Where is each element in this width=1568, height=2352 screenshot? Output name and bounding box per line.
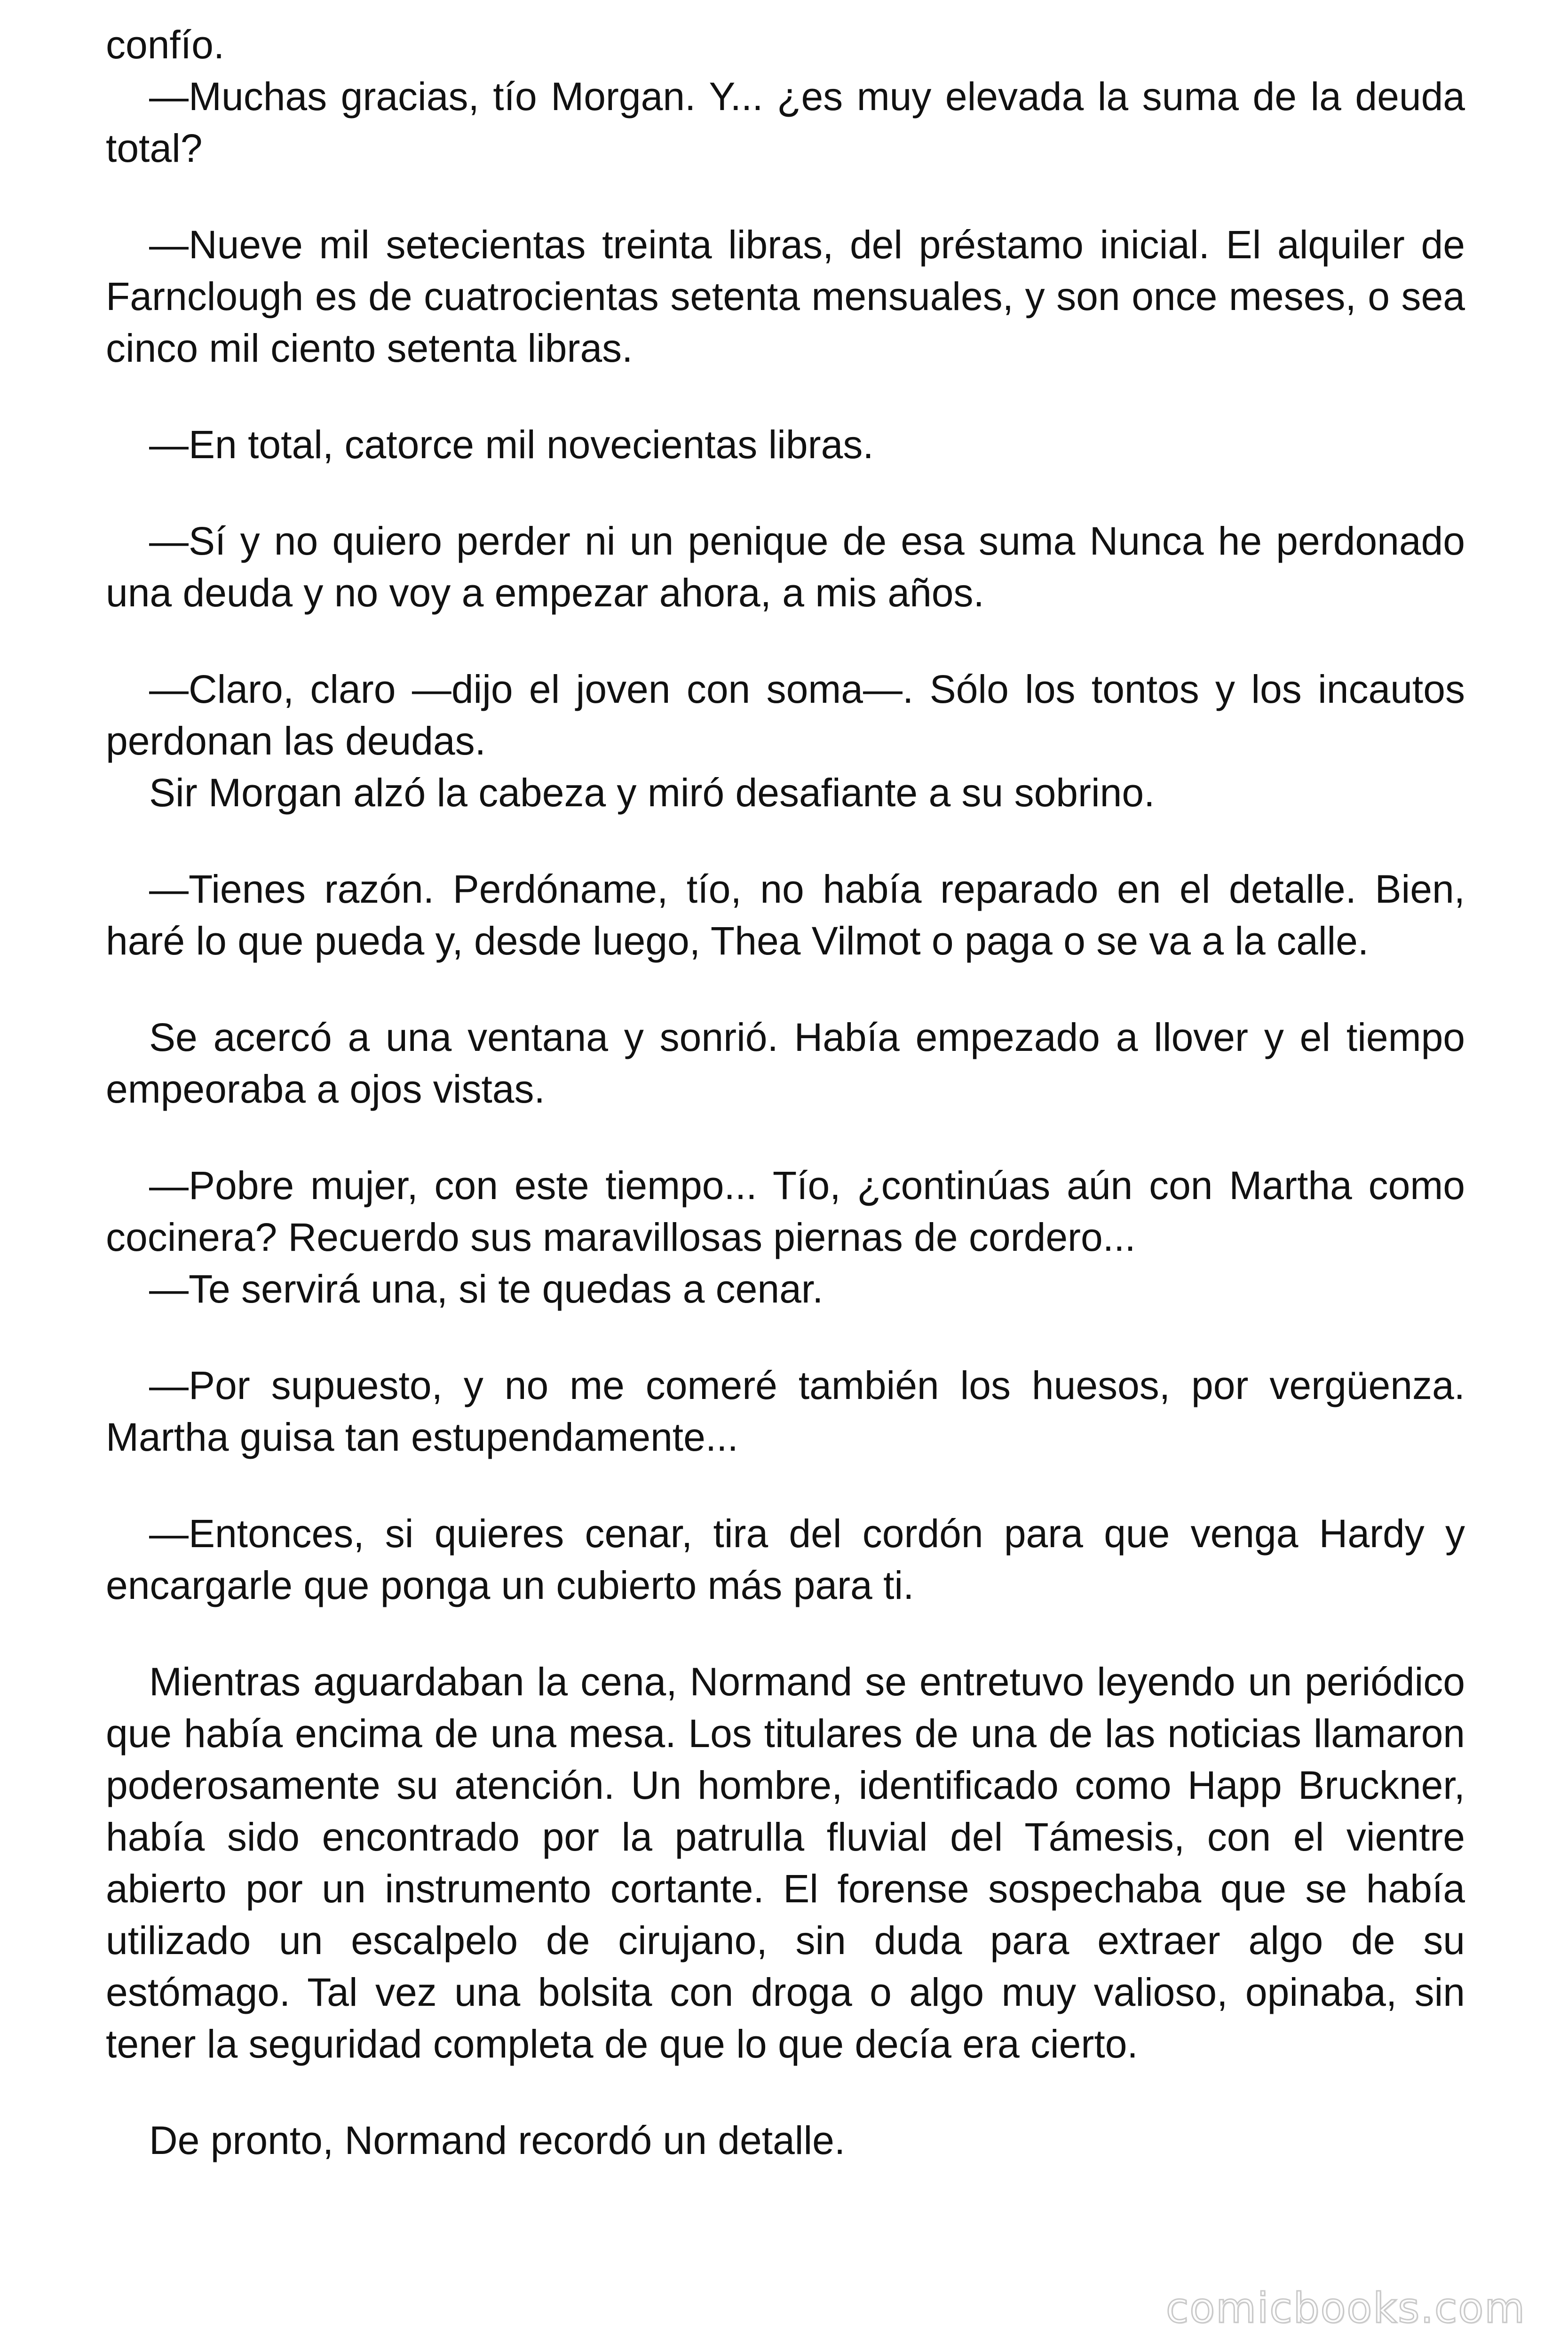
paragraph: —Pobre mujer, con este tiempo... Tío, ¿continúas aún con Martha como cocinera? Recuerdo sus maravillosas piernas de cordero... [106, 1163, 1465, 1259]
paragraph: —Te servirá una, si te quedas a cenar. [149, 1267, 824, 1311]
paragraph: Mientras aguardaban la cena, Normand se entretuvo leyendo un periódico que había encima de una mesa. Los titulares de una de las noticias llamaron poderosamente su atención. Un hombre, identificado como Happ Bruckner, había sido encontrado por la patrulla fluvial del Támesis, con el vientre abierto por un instrumento cortante. El forense sospechaba que se había utilizado un escalpelo de cirujano, sin duda para extraer algo de su estómago. Tal vez una bolsita con droga o algo muy valioso, opinaba, sin tener la seguridad completa de que lo que decía era cierto. [106, 1660, 1465, 2066]
paragraph: confío. [106, 23, 225, 67]
paragraph: —Sí y no quiero perder ni un penique de esa suma Nunca he perdonado una deuda y no voy a empezar ahora, a mis años. [106, 519, 1465, 615]
paragraph: —Muchas gracias, tío Morgan. Y... ¿es muy elevada la suma de la deuda total? [106, 74, 1465, 170]
paragraph: —Por supuesto, y no me comeré también los huesos, por vergüenza. Martha guisa tan estupendamente... [106, 1363, 1465, 1459]
paragraph: —Entonces, si quieres cenar, tira del cordón para que venga Hardy y encargarle que ponga un cubierto más para ti. [106, 1511, 1465, 1607]
paragraph: —Claro, claro —dijo el joven con soma—. Sólo los tontos y los incautos perdonan las deudas. [106, 667, 1465, 763]
watermark-logo: comicbooks.com [1165, 2284, 1526, 2332]
paragraph: —Tienes razón. Perdóname, tío, no había reparado en el detalle. Bien, haré lo que pueda y, desde luego, Thea Vilmot o paga o se va a la calle. [106, 867, 1465, 963]
paragraph: —Nueve mil setecientas treinta libras, del préstamo inicial. El alquiler de Farnclough es de cuatrocientas setenta mensuales, y son once meses, o sea cinco mil ciento setenta libras. [106, 222, 1465, 370]
paragraph: De pronto, Normand recordó un detalle. [149, 2118, 846, 2162]
paragraph: Sir Morgan alzó la cabeza y miró desafiante a su sobrino. [149, 771, 1155, 815]
page-text [106, 19, 1465, 2166]
paragraph: —En total, catorce mil novecientas libras. [149, 422, 874, 467]
paragraph: Se acercó a una ventana y sonrió. Había empezado a llover y el tiempo empeoraba a ojos vistas. [106, 1015, 1465, 1111]
